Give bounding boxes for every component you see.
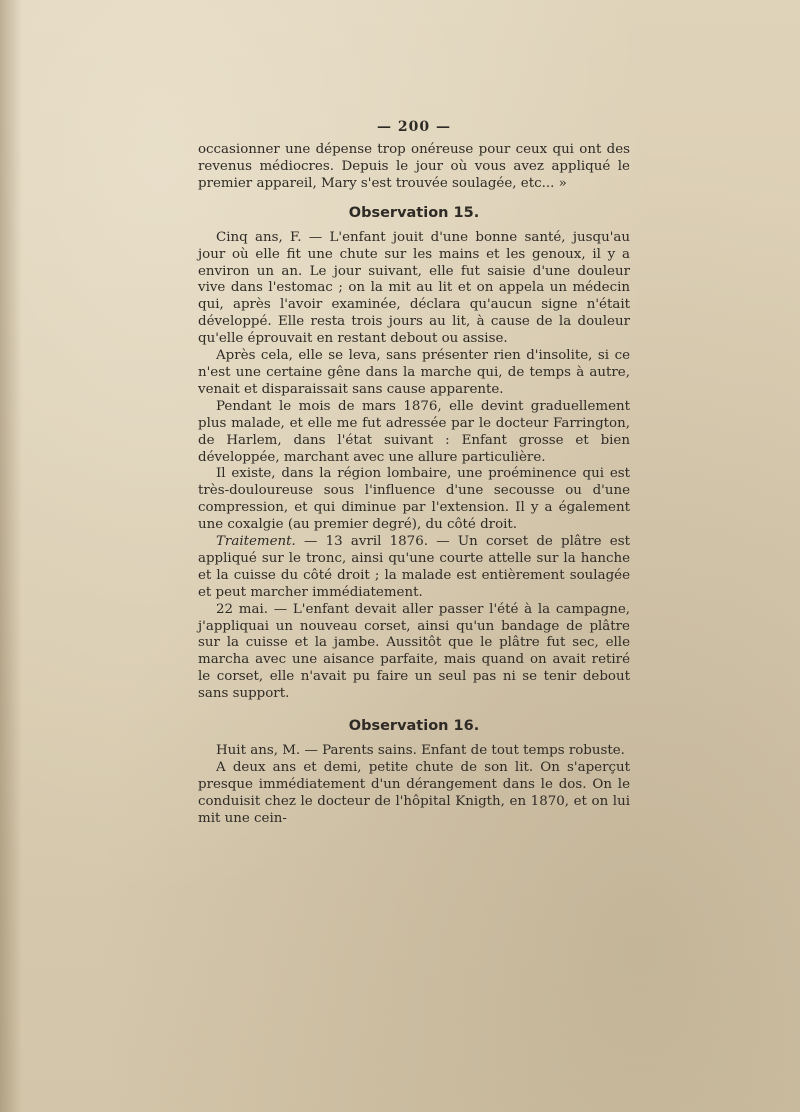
observation-15-treatment-paragraph — [198, 534, 630, 602]
observation-15-paragraph-2: Après cela, elle se leva, sans présenter rien d'insolite, si ce n'est une certaine gêne dans la marche qui, de temps à autre, venait et disparaissait sans cause apparente. — [198, 348, 630, 397]
page-text-block — [198, 118, 630, 828]
observation-15-paragraph-4: Il existe, dans la région lombaire, une proéminence qui est très-douloureuse sous l'influence d'une secousse ou d'une compression, et qui diminue par l'extension. Il y a également une coxalgie (au premier degré), du côté droit. — [198, 466, 630, 533]
treatment-text: — 13 avril 1876. — Un corset de plâtre est appliqué sur le tronc, ainsi qu'une courte attelle sur la hanche et la cuisse du côté droit ; la malade est entièrement soulagée et peut marcher immédiatement. — [198, 534, 630, 600]
observation-16-paragraph-1: Huit ans, M. — Parents sains. Enfant de tout temps robuste. — [216, 743, 625, 759]
observation-15-paragraph-1: Cinq ans, F. — L'enfant jouit d'une bonne santé, jusqu'au jour où elle fit une chute sur les mains et les genoux, il y a environ un an. Le jour suivant, elle fut saisie d'une douleur vive dans l'estomac ; on la mit au lit et on appela un médecin qui, après l'avoir examinée, déclara qu'aucun signe n'était développé. Elle resta trois jours au lit, à cause de la douleur qu'elle éprouvait en restant debout ou assise. — [198, 229, 630, 347]
page-edge-shadow — [0, 0, 22, 1112]
treatment-label: Traitement. — [216, 534, 296, 550]
observation-15-heading: Observation 15. — [348, 204, 480, 221]
observation-15-paragraph-6: 22 mai. — L'enfant devait aller passer l'été à la campagne, j'appliquai un nouveau corset, ainsi qu'un bandage de plâtre sur la cuisse et la jambe. Aussitôt que le plâtre fut sec, elle marcha avec une aisance parfaite, mais quand on avait retiré le corset, elle n'avait pu faire un seul pas ni se tenir debout sans support. — [198, 601, 630, 702]
observation-16-heading: Observation 16. — [348, 718, 480, 735]
page-number: — 200 — — [377, 119, 451, 135]
observation-16-paragraph-2: A deux ans et demi, petite chute de son lit. On s'aperçut presque immédiatement d'un dérangement dans le dos. On le conduisit chez le docteur de l'hôpital Knigth, en 1870, et on lui mit une cein- — [198, 760, 630, 826]
continuation-paragraph: occasionner une dépense trop onéreuse pour ceux qui ont des revenus médiocres. Depuis le jour où vous avez appliqué le premier appareil, Mary s'est trouvée soulagée, etc... » — [198, 142, 630, 191]
observation-15-paragraph-3: Pendant le mois de mars 1876, elle devint graduellement plus malade, et elle me fut adressée par le docteur Farrington, de Harlem, dans l'état suivant : Enfant grosse et bien développée, marchant avec une allure particulière. — [198, 398, 630, 465]
